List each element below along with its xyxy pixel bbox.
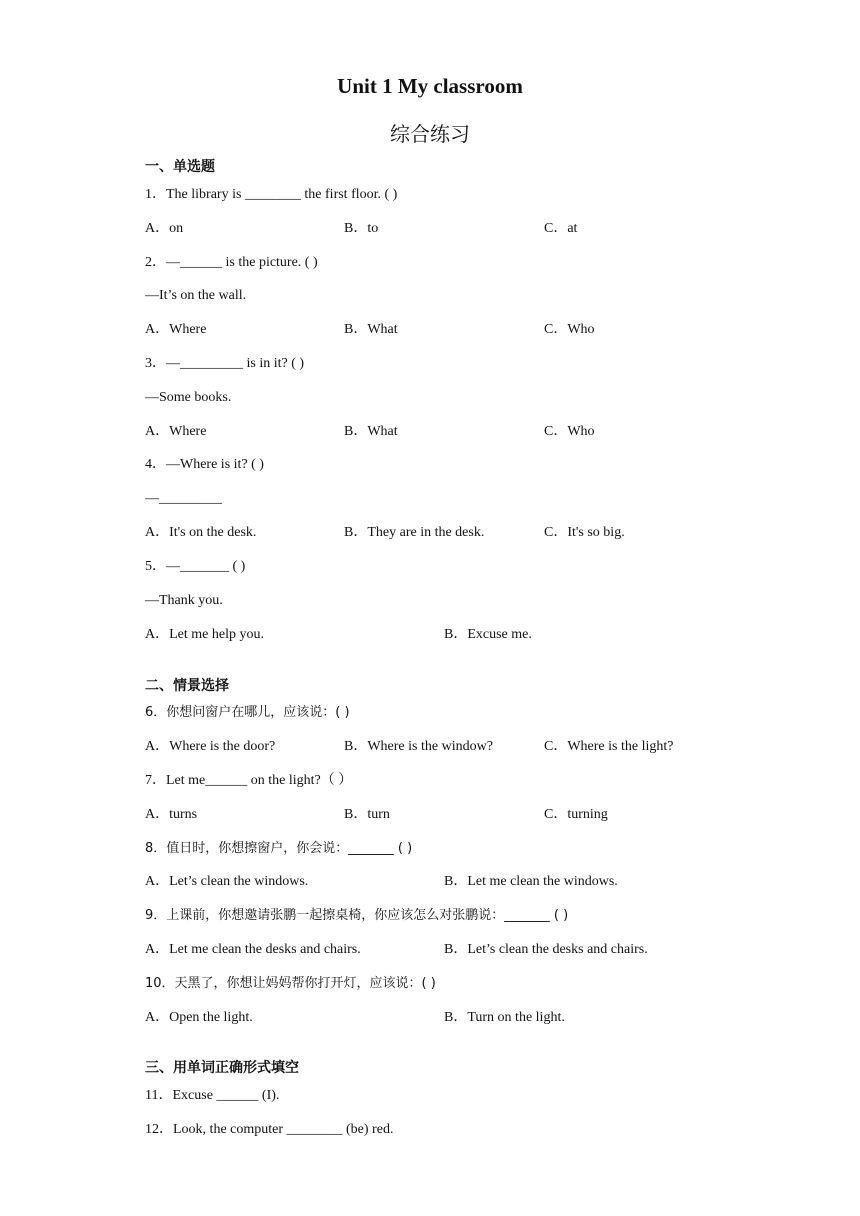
question-7: 7．Let me______ on the light?（ ） <box>145 773 353 788</box>
section-heading-2: 二、情景选择 <box>145 678 229 694</box>
section-heading-1: 一、单选题 <box>145 159 215 175</box>
q2-option-c: C．Who <box>544 322 595 337</box>
q10-option-a: A．Open the light. <box>145 1010 253 1025</box>
q4-reply: —_________ <box>145 491 222 506</box>
q8-option-a: A．Let’s clean the windows. <box>145 874 309 889</box>
question-9: 9．上课前，你想邀请张鹏一起擦桌椅，你应该怎么对张鹏说：_______ ( ) <box>145 908 569 923</box>
page-subtitle: 综合练习 <box>390 122 470 146</box>
q2-option-b: B．What <box>344 322 398 337</box>
q10-option-b: B．Turn on the light. <box>444 1010 565 1025</box>
q2-option-a: A．Where <box>145 322 207 337</box>
question-6: 6．你想问窗户在哪儿，应该说：( ) <box>145 705 350 720</box>
q3-option-a: A．Where <box>145 424 207 439</box>
q6-option-b: B．Where is the window? <box>344 739 493 754</box>
question-5: 5．—_______ ( ) <box>145 559 246 574</box>
q4-option-a: A．It's on the desk. <box>145 525 257 540</box>
q5-reply: —Thank you. <box>145 593 223 608</box>
q7-option-b: B．turn <box>344 807 390 822</box>
q3-reply: —Some books. <box>145 390 232 405</box>
q9-option-b: B．Let’s clean the desks and chairs. <box>444 942 648 957</box>
question-2: 2．—______ is the picture. ( ) <box>145 255 318 270</box>
question-10: 10．天黑了，你想让妈妈帮你打开灯，应该说：( ) <box>145 976 436 991</box>
q2-reply: —It’s on the wall. <box>145 288 247 303</box>
q6-option-c: C．Where is the light? <box>544 739 674 754</box>
question-4: 4．—Where is it? ( ) <box>145 457 264 472</box>
question-8: 8．值日时，你想擦窗户，你会说：_______ ( ) <box>145 841 413 856</box>
q3-option-c: C．Who <box>544 424 595 439</box>
q5-option-b: B．Excuse me. <box>444 627 532 642</box>
q6-option-a: A．Where is the door? <box>145 739 276 754</box>
q8-option-b: B．Let me clean the windows. <box>444 874 618 889</box>
q9-option-a: A．Let me clean the desks and chairs. <box>145 942 361 957</box>
question-3: 3．—_________ is in it? ( ) <box>145 356 305 371</box>
q4-option-b: B．They are in the desk. <box>344 525 485 540</box>
q5-option-a: A．Let me help you. <box>145 627 264 642</box>
q1-option-b: B．to <box>344 221 379 236</box>
question-1: 1．The library is ________ the first floor. ( ) <box>145 187 398 202</box>
q4-option-c: C．It's so big. <box>544 525 625 540</box>
section-heading-3: 三、用单词正确形式填空 <box>145 1060 299 1076</box>
q7-option-c: C．turning <box>544 807 608 822</box>
question-11: 11．Excuse ______ (I). <box>145 1088 280 1103</box>
q3-option-b: B．What <box>344 424 398 439</box>
question-12: 12．Look, the computer ________ (be) red. <box>145 1122 394 1137</box>
q7-option-a: A．turns <box>145 807 198 822</box>
q1-option-c: C．at <box>544 221 578 236</box>
page-title: Unit 1 My classroom <box>337 74 523 98</box>
q1-option-a: A．on <box>145 221 184 236</box>
